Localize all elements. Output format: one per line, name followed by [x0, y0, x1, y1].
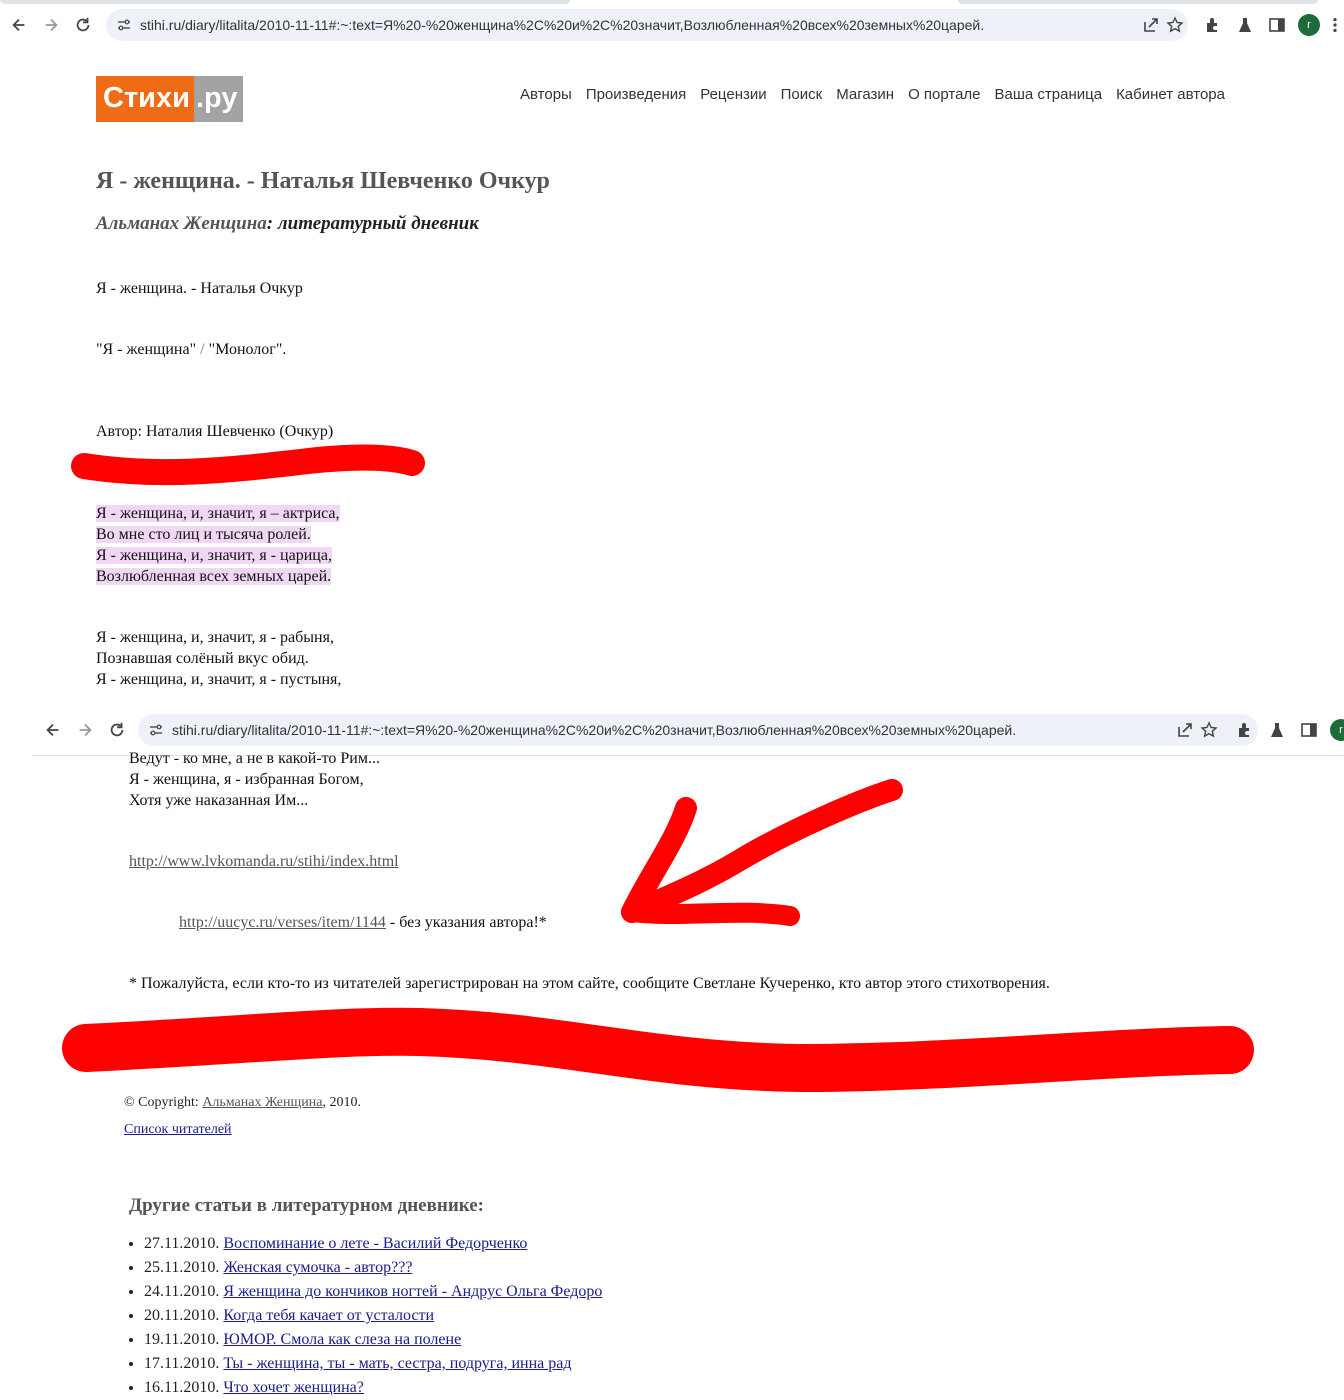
- address-bar[interactable]: [106, 9, 1188, 41]
- address-bar[interactable]: [138, 714, 1258, 746]
- article-date: 20.11.2010.: [144, 1307, 220, 1324]
- nav-shop[interactable]: Магазин: [836, 86, 895, 103]
- extensions-icon[interactable]: [1204, 16, 1222, 34]
- article-link[interactable]: ЮМОР. Смола как слеза на полене: [223, 1331, 462, 1348]
- nav-reviews[interactable]: Рецензии: [700, 86, 767, 103]
- nav-search[interactable]: Поиск: [780, 86, 823, 103]
- article-link[interactable]: Воспоминание о лете - Василий Федорченко: [223, 1235, 528, 1252]
- menu-dots-icon[interactable]: [1328, 12, 1342, 38]
- url-text[interactable]: stihi.ru/diary/litalita/2010-11-11#:~:text=Я%20-%20женщина%2C%20и%2C%20значит,Возлюбленная%20всех%20земных%20царей.: [172, 722, 1017, 738]
- copyright-almanac-link[interactable]: Альманах Женщина: [202, 1095, 323, 1110]
- nav-works[interactable]: Произведения: [585, 86, 687, 103]
- list-item: [144, 1232, 602, 1256]
- article-date: 19.11.2010.: [144, 1331, 220, 1348]
- red-strike-author: [84, 458, 412, 473]
- article-date: 25.11.2010.: [144, 1259, 220, 1276]
- list-item: [144, 1256, 602, 1280]
- page-subtitle: [96, 213, 479, 235]
- bookmark-star-icon[interactable]: [1166, 16, 1184, 34]
- article-date: 17.11.2010.: [144, 1355, 220, 1372]
- slash-separator: /: [196, 341, 209, 358]
- article-link[interactable]: Ты - женщина, ты - мать, сестра, подруга, инна рад: [223, 1355, 572, 1372]
- author-line: Автор: Наталия Шевченко (Очкур): [96, 423, 334, 440]
- poem-stanza-1: [96, 503, 340, 587]
- list-item: [144, 1304, 602, 1328]
- poem-line: Я - женщина, и, значит, я - пустыня,: [96, 671, 342, 688]
- source-link-row-1: [129, 851, 399, 872]
- red-strike-bottom: [86, 1032, 1230, 1068]
- site-settings-icon[interactable]: [148, 722, 164, 738]
- lab-flask-icon[interactable]: [1268, 721, 1286, 739]
- source-link-uucyc[interactable]: http://uucyc.ru/verses/item/1144: [179, 914, 386, 931]
- article-date: 16.11.2010.: [144, 1379, 220, 1396]
- footnote: * Пожалуйста, если кто-то из читателей зарегистрирован на этом сайте, сообщите Светлане Кучеренко, кто автор этого стихотворения.: [129, 975, 1050, 992]
- readers-list-link[interactable]: Список читателей: [124, 1122, 232, 1137]
- reload-icon[interactable]: [70, 12, 96, 38]
- profile-avatar[interactable]: r: [1298, 14, 1320, 36]
- list-item: [144, 1280, 602, 1304]
- red-arrow-head-upper: [632, 808, 686, 912]
- text-line: Я - женщина. - Наталья Очкур: [96, 280, 303, 297]
- browser-toolbar-top: [0, 0, 1344, 50]
- page-title: Я - женщина. - Наталья Шевченко Очкур: [96, 168, 550, 194]
- side-panel-icon[interactable]: [1268, 16, 1286, 34]
- back-icon[interactable]: [40, 717, 66, 743]
- red-arrow-shaft: [632, 790, 892, 912]
- article-link[interactable]: Что хочет женщина?: [223, 1379, 364, 1396]
- copyright-suffix: , 2010.: [322, 1095, 361, 1110]
- top-navigation: [506, 86, 1225, 103]
- copyright-prefix: © Copyright:: [124, 1095, 203, 1110]
- forward-icon[interactable]: [38, 12, 64, 38]
- lab-flask-icon[interactable]: [1236, 16, 1254, 34]
- logo-part-2: .ру: [194, 76, 244, 122]
- nav-authors[interactable]: Авторы: [520, 86, 572, 103]
- logo-part-1: Стихи: [96, 76, 194, 122]
- bookmark-star-icon[interactable]: [1200, 721, 1218, 739]
- poem-line: Я - женщина, я - избранная Богом,: [129, 771, 364, 788]
- poem-line: Возлюбленная всех земных царей.: [96, 568, 332, 585]
- nav-your-page[interactable]: Ваша страница: [994, 86, 1103, 103]
- list-item: [144, 1376, 602, 1400]
- title-quote-2: "Монолог".: [208, 341, 287, 358]
- poem-line: Во мне сто лиц и тысяча ролей.: [96, 526, 311, 543]
- share-icon[interactable]: [1176, 721, 1194, 739]
- poem-line: Познавшая солёный вкус обид.: [96, 650, 309, 667]
- poem-line: Я - женщина, и, значит, я - рабыня,: [96, 629, 334, 646]
- article-link[interactable]: Я женщина до кончиков ногтей - Андрус Ольга Федоро: [223, 1283, 603, 1300]
- site-logo[interactable]: [96, 76, 243, 122]
- profile-avatar[interactable]: r: [1330, 719, 1344, 741]
- nav-author-cabinet[interactable]: Кабинет автора: [1116, 86, 1225, 103]
- other-articles-heading: Другие статьи в литературном дневнике:: [129, 1195, 484, 1216]
- tab-strip-edge: [958, 0, 1318, 4]
- poem-line: Хотя уже наказанная Им...: [129, 792, 309, 809]
- source-note: - без указания автора!*: [385, 914, 547, 931]
- source-link-row-2: [179, 912, 547, 933]
- poem-line: Я - женщина, и, значит, я - царица,: [96, 547, 332, 564]
- red-arrow-head-lower: [632, 912, 790, 916]
- forward-icon[interactable]: [72, 717, 98, 743]
- nav-about[interactable]: О портале: [908, 86, 981, 103]
- poem-line: Я - женщина, и, значит, я – актриса,: [96, 505, 340, 522]
- reload-icon[interactable]: [104, 717, 130, 743]
- subtitle-rest: : литературный дневник: [266, 213, 479, 234]
- poem-line: Ведут - ко мне, а не в какой-то Рим...: [129, 750, 380, 767]
- back-icon[interactable]: [6, 12, 32, 38]
- article-date: 27.11.2010.: [144, 1235, 220, 1252]
- article-date: 24.11.2010.: [144, 1283, 220, 1300]
- extensions-icon[interactable]: [1236, 721, 1254, 739]
- copyright-line: [124, 1095, 361, 1111]
- title-quote-1: "Я - женщина": [96, 341, 197, 358]
- tab-strip-edge: [0, 0, 570, 4]
- side-panel-icon[interactable]: [1300, 721, 1318, 739]
- other-articles-list: [128, 1232, 602, 1400]
- article-link[interactable]: Женская сумочка - автор???: [223, 1259, 413, 1276]
- share-icon[interactable]: [1142, 16, 1160, 34]
- article-link[interactable]: Когда тебя качает от усталости: [223, 1307, 435, 1324]
- url-text[interactable]: stihi.ru/diary/litalita/2010-11-11#:~:text=Я%20-%20женщина%2C%20и%2C%20значит,Возлюбленная%20всех%20земных%20царей.: [140, 17, 985, 33]
- poem-stanza-end: [129, 748, 380, 811]
- site-settings-icon[interactable]: [116, 17, 132, 33]
- poem-stanza-2: [96, 627, 341, 690]
- text-line: [96, 339, 286, 360]
- source-link-lvkomanda[interactable]: http://www.lvkomanda.ru/stihi/index.html: [129, 853, 399, 870]
- list-item: [144, 1328, 602, 1352]
- readers-row: [124, 1122, 232, 1138]
- list-item: [144, 1352, 602, 1376]
- almanac-link[interactable]: Альманах Женщина: [96, 213, 267, 234]
